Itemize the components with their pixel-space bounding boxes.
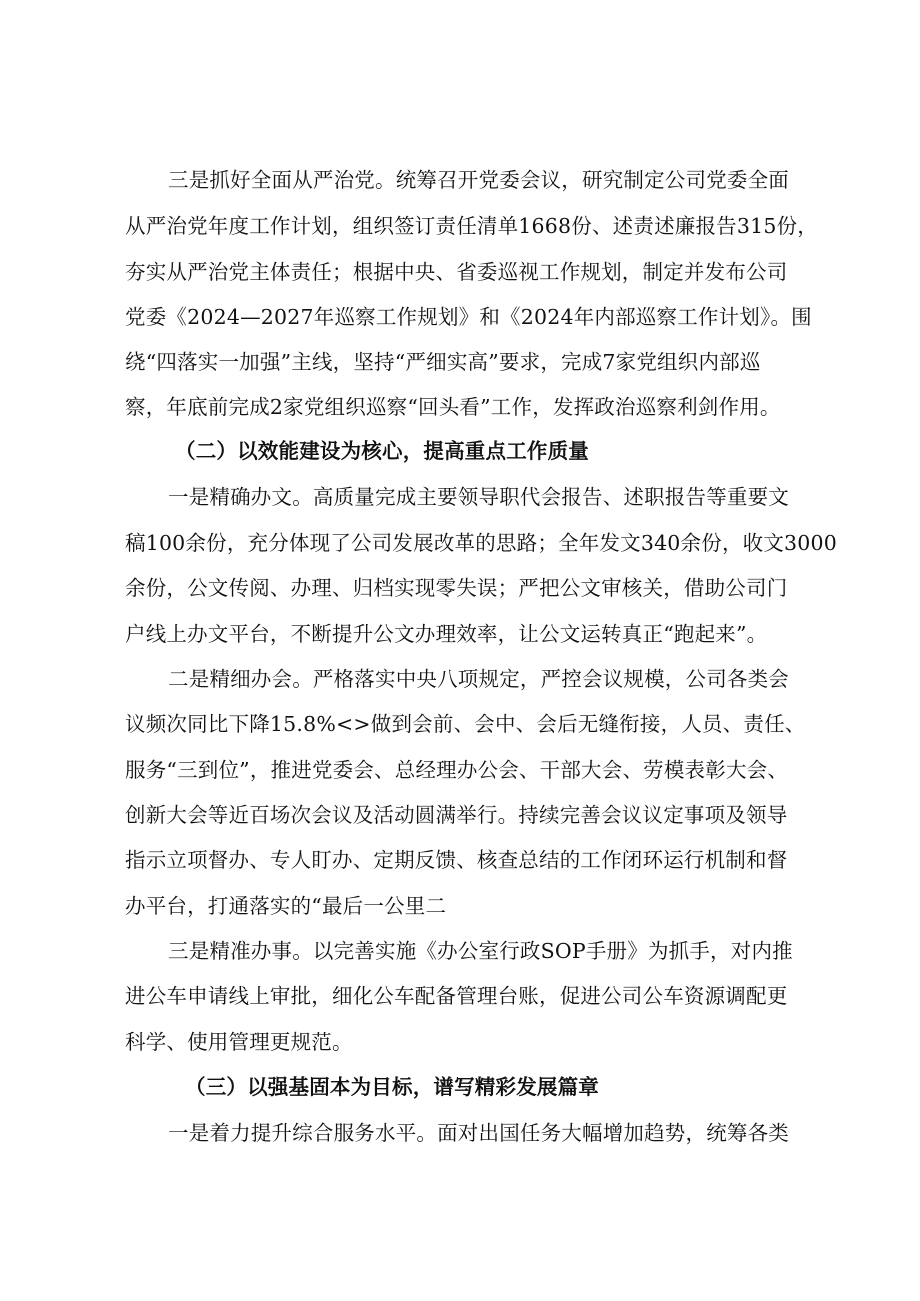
paragraph-line: 一是着力提升综合服务水平。面对出国任务大幅增加趋势，统筹各类 [168, 1121, 789, 1145]
paragraph-line: 户线上办文平台，不断提升公文办理效率，让公文运转真正“跑起来”。 [125, 622, 768, 646]
paragraph-line: 稿100余份，充分体现了公司发展改革的思路；全年发文340余份，收文3000 [125, 531, 838, 555]
paragraph-line: 科学、使用管理更规范。 [125, 1030, 353, 1054]
paragraph-line: 一是精确办文。高质量完成主要领导职代会报告、述职报告等重要文 [168, 485, 789, 509]
paragraph-line: 三是精准办事。以完善实施《办公室行政SOP手册》为抓手，对内推 [168, 939, 793, 963]
paragraph-line: 服务“三到位”，推进党委会、总经理办公会、干部大会、劳模表彰大会、 [125, 758, 789, 782]
paragraph-line: 夯实从严治党主体责任；根据中央、省委巡视工作规划，制定并发布公司 [125, 260, 788, 284]
section-heading: （二）以效能建设为核心，提高重点工作质量 [175, 439, 589, 463]
paragraph-line: 党委《2024—2027年巡察工作规划》和《2024年内部巡察工作计划》。围 [125, 305, 812, 329]
paragraph-line: 从严治党年度工作计划，组织签订责任清单1668份、述责述廉报告315份， [125, 214, 818, 238]
paragraph-line: 察，年底前完成2家党组织巡察“回头看”工作，发挥政治巡察利剑作用。 [125, 395, 781, 419]
paragraph-line: 进公车申请线上审批，细化公车配备管理台账，促进公司公车资源调配更 [125, 984, 788, 1008]
section-heading: （三）以强基固本为目标，谱写精彩发展篇章 [185, 1075, 599, 1099]
paragraph-line: 指示立项督办、专人盯办、定期反馈、核查总结的工作闭环运行机制和督 [125, 848, 788, 872]
paragraph-line: 议频次同比下降15.8%<>做到会前、会中、会后无缝衔接，人员、责任、 [125, 712, 806, 736]
paragraph-line: 二是精细办会。严格落实中央八项规定，严控会议规模，公司各类会 [168, 667, 789, 691]
paragraph-line: 创新大会等近百场次会议及活动圆满举行。持续完善会议议定事项及领导 [125, 803, 788, 827]
paragraph-line: 余份，公文传阅、办理、归档实现零失误；严把公文审核关，借助公司门 [125, 576, 788, 600]
paragraph-line: 办平台，打通落实的“最后一公里二 [125, 894, 447, 918]
paragraph-line: 绕“四落实一加强”主线，坚持“严细实高”要求，完成7家党组织内部巡 [125, 350, 761, 374]
paragraph-line: 三是抓好全面从严治党。统筹召开党委会议，研究制定公司党委全面 [168, 168, 789, 192]
